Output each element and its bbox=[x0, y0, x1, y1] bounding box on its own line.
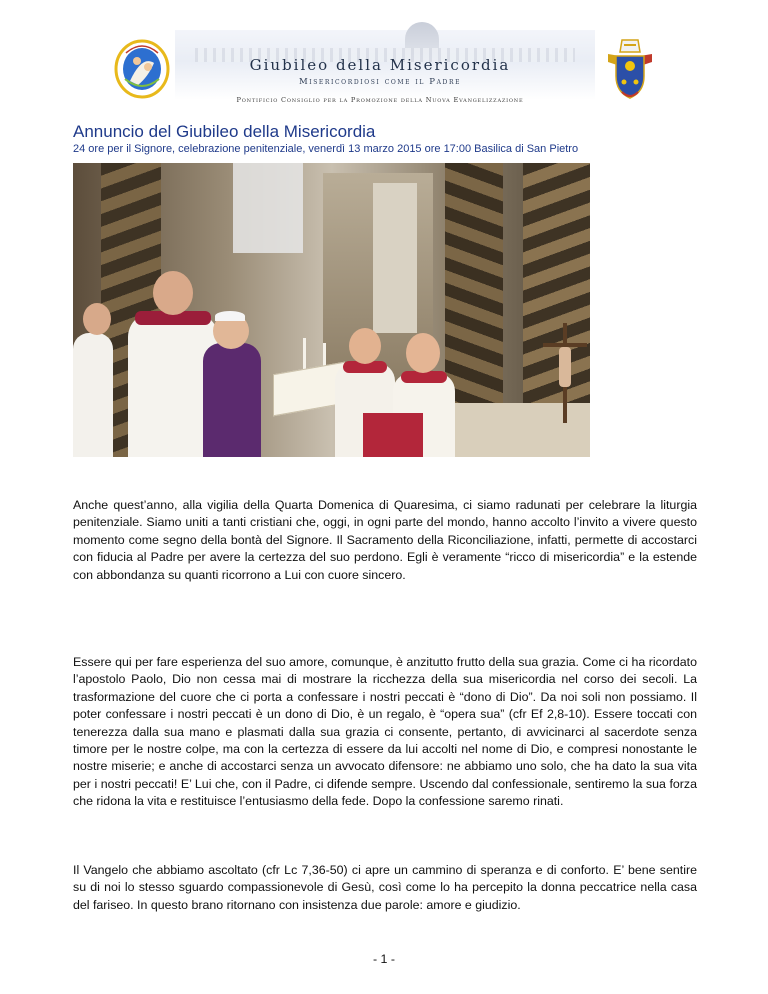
page-number: - 1 - bbox=[372, 952, 396, 966]
header-subtitle: Misericordiosi come il Padre bbox=[298, 77, 462, 87]
papal-coat-of-arms-icon bbox=[602, 36, 658, 102]
document-subtitle: 24 ore per il Signore, celebrazione penitenziale, venerdì 13 marzo 2015 ore 17:00 Basilica di San Pietro bbox=[73, 143, 579, 155]
paragraph: Anche quest’anno, alla vigilia della Quarta Domenica di Quaresima, ci siamo radunati per celebrare la liturgia penitenziale. Siamo uniti a tanti cristiani che, oggi, in ogni parte del mondo, hanno accolto l’invito a vivere questo momento come segno della bontà del Signore. Il Sacramento della Riconciliazione, infatti, permette di accostarci con fiducia al Padre per avere la certezza del suo perdono. Egli è veramente “ricco di misericordia” e la estende con abbondanza su quanti ricorrono a Lui con cuore sincero. bbox=[73, 498, 697, 582]
header-council: Pontificio Consiglio per la Promozione della Nuova Evangelizzazione bbox=[236, 96, 524, 104]
page-header bbox=[0, 0, 768, 112]
paragraph: Essere qui per fare esperienza del suo amore, comunque, è anzitutto frutto della sua grazia. Come ci ha ricordato l’apostolo Paolo, Dio non cessa mai di mostrare la ricchezza della sua misericordia nel corso dei secoli. La trasformazione del cuore che ci porta a confessare i nostri peccati è “dono di Dio”. Da noi soli non possiamo. Il poter confessare i nostri peccati è un dono di Dio, è un regalo, è “opera sua” (cfr Ef 2,8-10). Essere toccati con tenerezza dalla sua mano e plasmati dalla sua grazia ci consente, pertanto, di avvicinarci al sacerdote senza timore per le nostre colpe, ma con la certezza di essere da lui accolti nel nome di Dio, e compresi nonostante le nostre miserie; e anche di accostarci senza un avvocato difensore: ne abbiamo uno solo, che ha dato la sua vita per i nostri peccati! E’ Lui che, con il Padre, ci difende sempre. Uscendo dal confessionale, sentiremo la sua forza che ridona la vita e restituisce l’entusiasmo della fede. Dopo la confessione saremo rinati. bbox=[73, 655, 697, 809]
jubilee-logo-icon bbox=[112, 33, 172, 99]
document-title: Annuncio del Giubileo della Misericordia bbox=[73, 122, 376, 141]
paragraph: Il Vangelo che abbiamo ascoltato (cfr Lc 7,36-50) ci apre un cammino di speranza e di conforto. E’ bene sentire su di noi lo stesso sguardo compassionevole di Gesù, così come lo ha percepito la donna peccatrice nella casa del fariseo. In questo brano ritornano con insistenza due parole: amore e giudizio. bbox=[73, 863, 697, 912]
header-title: Giubileo della Misericordia bbox=[249, 56, 511, 74]
penitential-celebration-photo bbox=[73, 163, 590, 457]
